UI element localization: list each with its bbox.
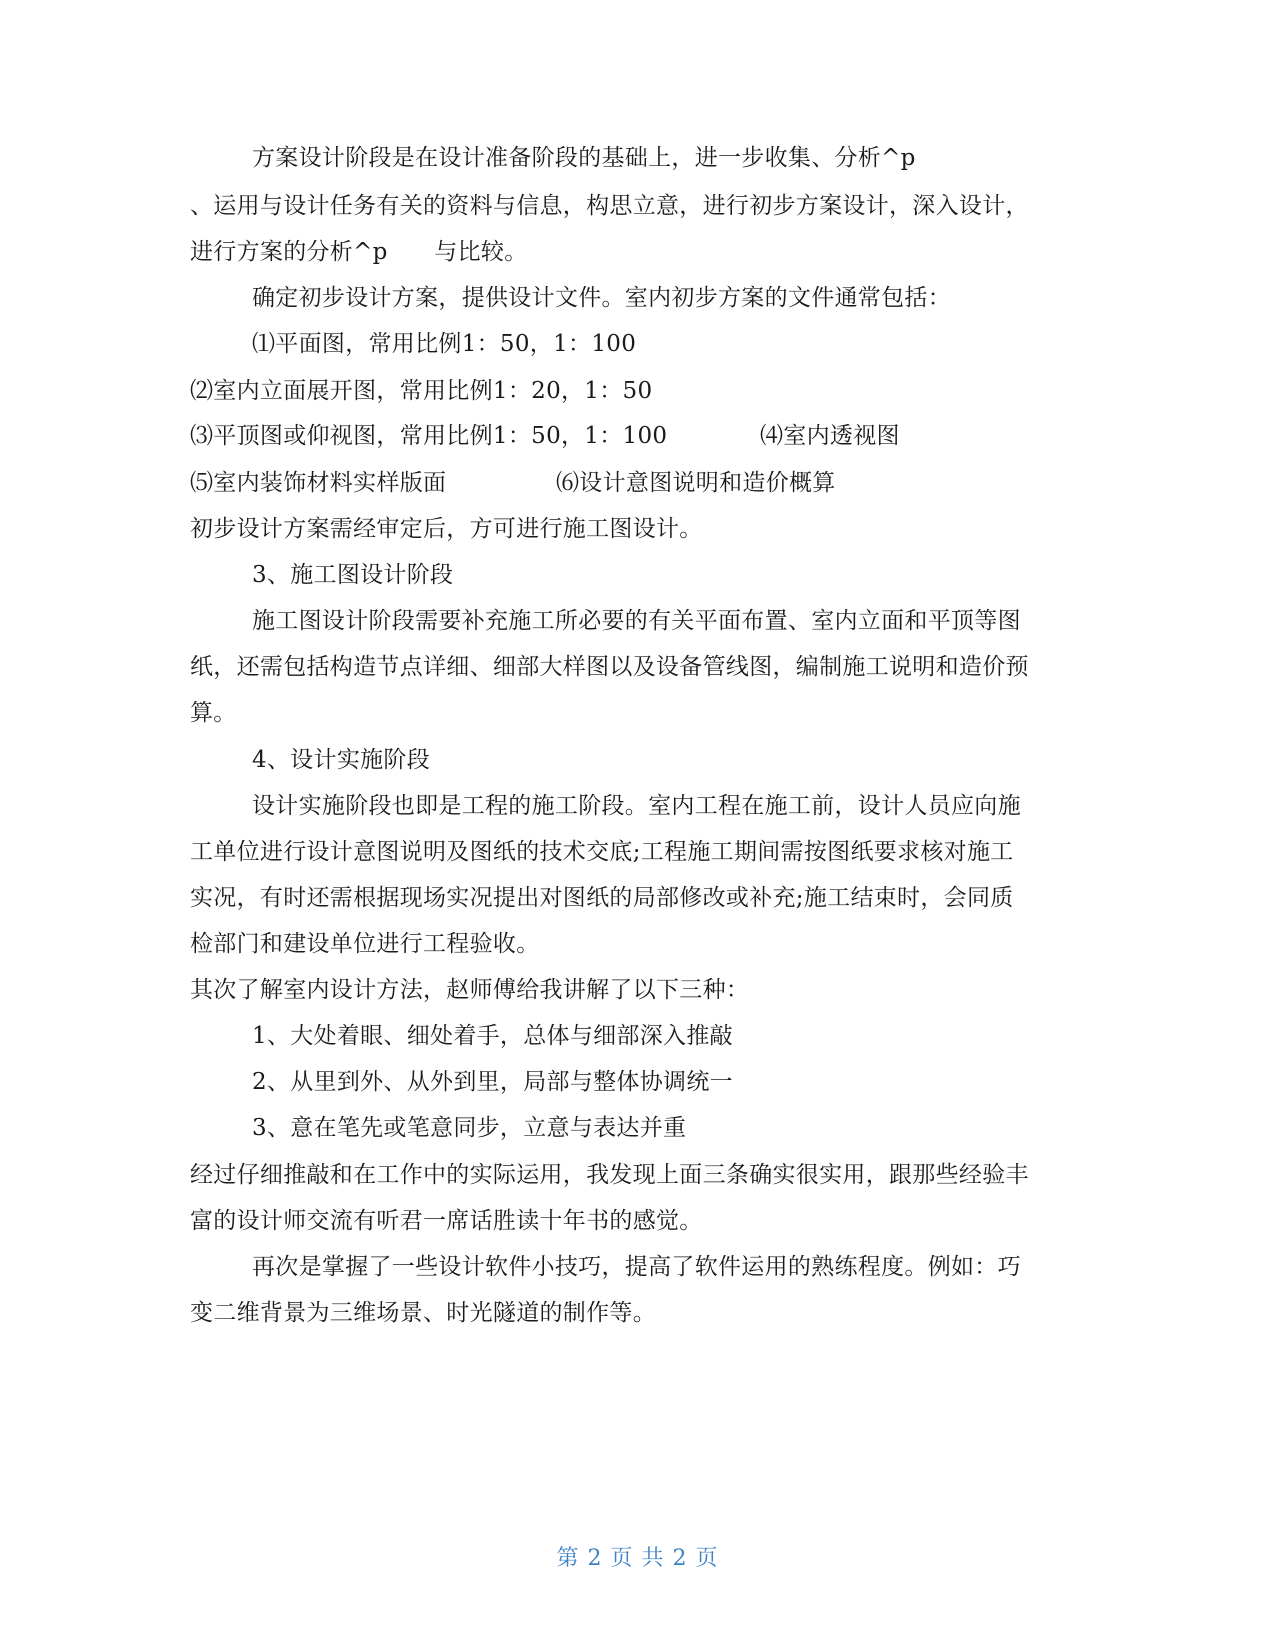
list-item: 2、从里到外、从外到里，局部与整体协调统一	[252, 1069, 733, 1095]
paragraph-line: 施工图设计阶段需要补充施工所必要的有关平面布置、室内立面和平顶等图	[252, 608, 1021, 634]
paragraph-line: 工单位进行设计意图说明及图纸的技术交底;工程施工期间需按图纸要求核对施工	[190, 839, 1014, 865]
section-heading: 4、设计实施阶段	[252, 747, 431, 773]
page-number-footer: 第 2 页 共 2 页	[556, 1546, 719, 1571]
paragraph-line: 变二维背景为三维场景、时光隧道的制作等。	[190, 1300, 656, 1326]
paragraph-line: 初步设计方案需经审定后，方可进行施工图设计。	[190, 516, 703, 542]
paragraph-line: 检部门和建设单位进行工程验收。	[190, 931, 540, 957]
paragraph-line: 再次是掌握了一些设计软件小技巧，提高了软件运用的熟练程度。例如：巧	[252, 1254, 1021, 1280]
paragraph-line: 确定初步设计方案，提供设计文件。室内初步方案的文件通常包括：	[252, 285, 951, 311]
paragraph-line: 其次了解室内设计方法，赵师傅给我讲解了以下三种：	[190, 977, 750, 1003]
paragraph-line: 方案设计阶段是在设计准备阶段的基础上，进一步收集、分析^p	[252, 145, 916, 171]
list-item: ⑹设计意图说明和造价概算	[556, 470, 836, 496]
paragraph-line: 实况，有时还需根据现场实况提出对图纸的局部修改或补充;施工结束时，会同质	[190, 885, 1014, 911]
list-item: ⑶平顶图或仰视图，常用比例1：50，1：100	[190, 423, 668, 449]
list-item: ⑵室内立面展开图，常用比例1：20，1：50	[190, 378, 653, 404]
paragraph-line: 算。	[190, 700, 237, 726]
section-heading: 3、施工图设计阶段	[252, 562, 454, 588]
paragraph-line: 、运用与设计任务有关的资料与信息，构思立意，进行初步方案设计，深入设计，	[190, 193, 1029, 219]
list-item: ⑴平面图，常用比例1：50，1：100	[252, 331, 637, 357]
list-item: 1、大处着眼、细处着手，总体与细部深入推敲	[252, 1023, 733, 1049]
paragraph-line: 设计实施阶段也即是工程的施工阶段。室内工程在施工前，设计人员应向施	[252, 793, 1021, 819]
paragraph-line: 纸，还需包括构造节点详细、细部大样图以及设备管线图，编制施工说明和造价预	[190, 654, 1029, 680]
list-item: ⑸室内装饰材料实样版面	[190, 470, 447, 496]
paragraph-line: 经过仔细推敲和在工作中的实际运用，我发现上面三条确实很实用，跟那些经验丰	[190, 1162, 1029, 1188]
list-item: ⑷室内透视图	[760, 423, 900, 449]
paragraph-line: 进行方案的分析^p 与比较。	[190, 239, 528, 265]
paragraph-line: 富的设计师交流有听君一席话胜读十年书的感觉。	[190, 1208, 703, 1234]
list-item: 3、意在笔先或笔意同步，立意与表达并重	[252, 1115, 687, 1141]
